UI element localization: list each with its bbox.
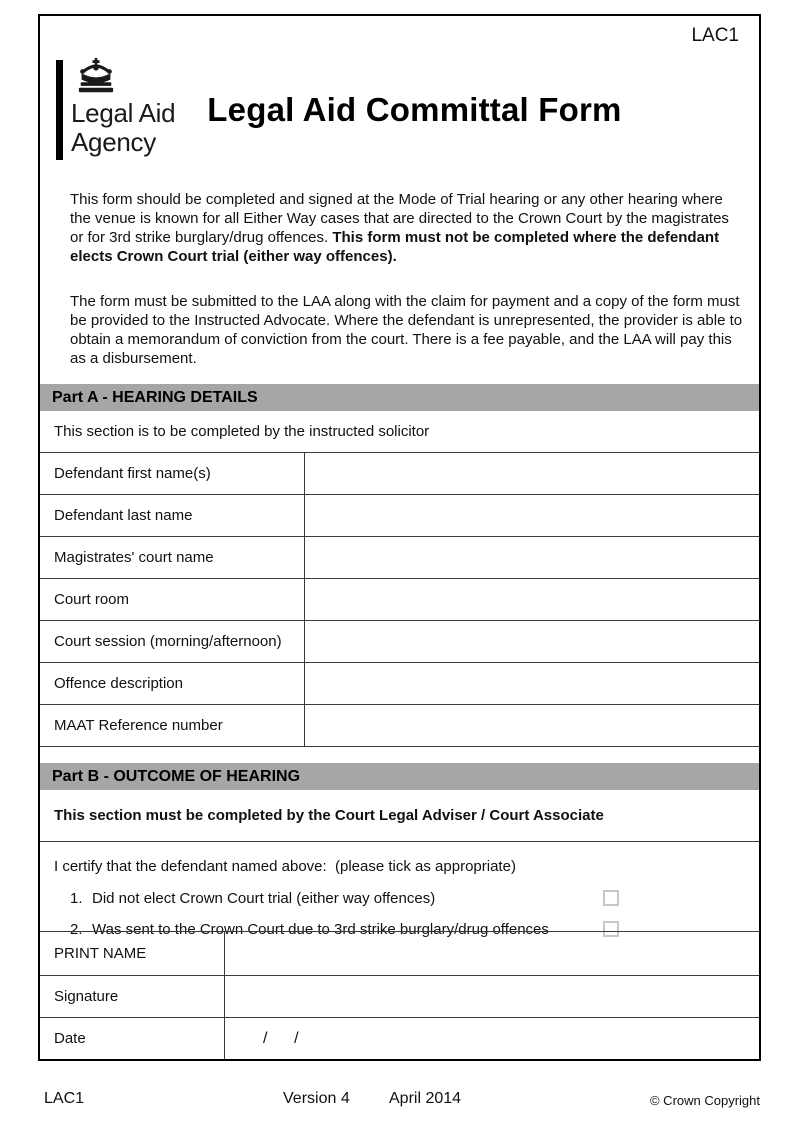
footer-date: April 2014 [389,1090,462,1107]
table-row [40,663,759,705]
input-magistrates-court-name[interactable] [305,537,759,578]
footer [0,1090,800,1120]
input-date[interactable]: / / [263,1029,299,1047]
table-row [40,495,759,537]
input-defendant-last-name[interactable] [305,495,759,536]
tick-item-1 [40,889,759,907]
input-court-session[interactable] [305,621,759,662]
footer-form-code: LAC1 [44,1090,85,1107]
label-print-name: PRINT NAME [40,932,225,975]
checkbox-did-not-elect[interactable] [603,890,619,906]
input-court-room[interactable] [305,579,759,620]
input-offence-description[interactable] [305,663,759,704]
table-row [40,537,759,579]
label-defendant-first-names: Defendant first name(s) [40,453,305,494]
intro-paragraph-1 [70,190,743,266]
label-court-room: Court room [40,579,305,620]
label-date: Date [40,1018,225,1059]
page-title: Legal Aid Committal Form [207,91,622,128]
logo-text-line1: Legal Aid [71,98,176,128]
footer-version: Version 4 [283,1090,350,1107]
intro-p1-text: This form should be completed and signed at the Mode of Trial hearing or any other hearing where the venue is known for all Either Way cases that are directed to the Crown Court by the magistrates or for 3rd strike burglary/drug offences. [70,191,729,246]
table-row [40,705,759,747]
table-row [40,579,759,621]
table-row [40,453,759,495]
input-signature[interactable] [225,976,759,1017]
table-row [40,932,759,976]
input-print-name[interactable] [225,932,759,975]
signature-table [40,931,759,1059]
form-sheet [38,14,761,1061]
label-court-session: Court session (morning/afternoon) [40,621,305,662]
intro-p1-bold-text: This form must not be completed where the defendant elects Crown Court trial (either way offences). [70,229,720,265]
form-header [56,56,759,164]
part-a-heading: Part A - HEARING DETAILS [40,384,759,411]
part-a-note: This section is to be completed by the instructed solicitor [40,411,759,453]
label-offence-description: Offence description [40,663,305,704]
table-row [40,976,759,1018]
table-row [40,621,759,663]
part-a-table [40,453,759,747]
certify-statement: I certify that the defendant named above: (please tick as appropriate) [54,858,516,875]
logo-text-line2: Agency [71,127,156,157]
tick-item-1-number: 1. [70,889,83,907]
input-defendant-first-names[interactable] [305,453,759,494]
crown-icon [75,58,175,99]
label-signature: Signature [40,976,225,1017]
tick-item-1-text: Did not elect Crown Court trial (either way offences) [92,889,436,907]
part-b-heading: Part B - OUTCOME OF HEARING [40,763,759,790]
input-maat-reference-number[interactable] [305,705,759,746]
label-maat-reference-number: MAAT Reference number [40,705,305,746]
label-magistrates-court-name: Magistrates' court name [40,537,305,578]
logo-bar [56,60,63,160]
tick-item-2-text: Was sent to the Crown Court due to 3rd strike burglary/drug offences [92,920,549,938]
legal-aid-agency-logo [56,58,175,162]
table-row [40,1018,759,1059]
form-code: LAC1 [691,25,739,46]
intro-paragraph-2: The form must be submitted to the LAA along with the claim for payment and a copy of the form must be provided to the Instructed Advocate. Where the defendant is unrepresented, the provider is able to obtain a memorandum of conviction from the court. There is a fee payable, and the LAA will pay this as a disbursement. [70,293,743,367]
tick-item-2-number: 2. [70,920,83,938]
part-b-note: This section must be completed by the Court Legal Adviser / Court Associate [40,790,759,842]
label-defendant-last-name: Defendant last name [40,495,305,536]
footer-copyright: © Crown Copyright [649,1093,760,1108]
